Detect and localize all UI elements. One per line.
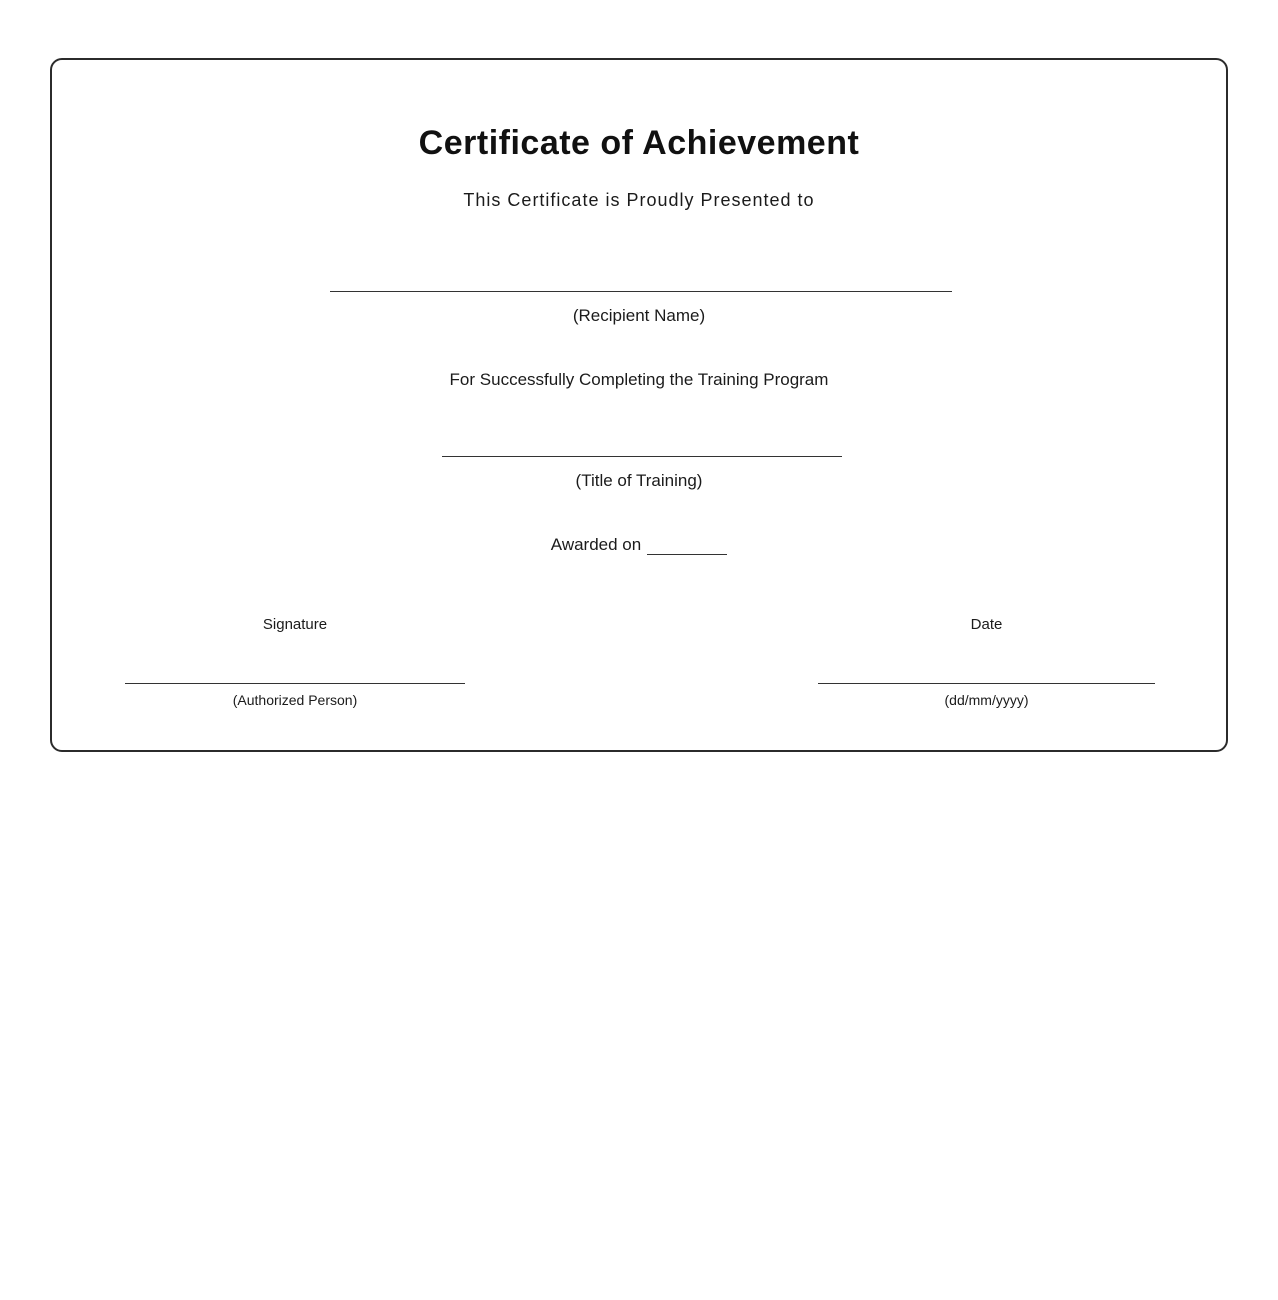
- certificate-card: [50, 58, 1228, 752]
- awarded-on-label: Awarded on: [550, 535, 642, 554]
- awarded-on-row: [52, 535, 1226, 555]
- date-format-label: (dd/mm/yyyy): [944, 692, 1029, 708]
- recipient-fill-line: [330, 291, 952, 292]
- training-title-label: (Title of Training): [575, 471, 703, 490]
- date-fill-line: [818, 683, 1155, 684]
- training-title-fill-line: [442, 456, 842, 457]
- awarded-date-fill-line: [647, 535, 727, 555]
- date-block: [818, 616, 1155, 708]
- signature-fill-line: [125, 683, 465, 684]
- authorized-person-label: (Authorized Person): [232, 692, 358, 708]
- certificate-title: Certificate of Achievement: [418, 124, 860, 162]
- date-label: Date: [970, 616, 1003, 633]
- signature-label: Signature: [262, 616, 328, 633]
- certificate-subtitle: This Certificate is Proudly Presented to: [463, 190, 815, 210]
- signature-block: [125, 616, 465, 708]
- recipient-name-label: (Recipient Name): [572, 306, 706, 325]
- completion-statement: For Successfully Completing the Training Program: [449, 370, 829, 389]
